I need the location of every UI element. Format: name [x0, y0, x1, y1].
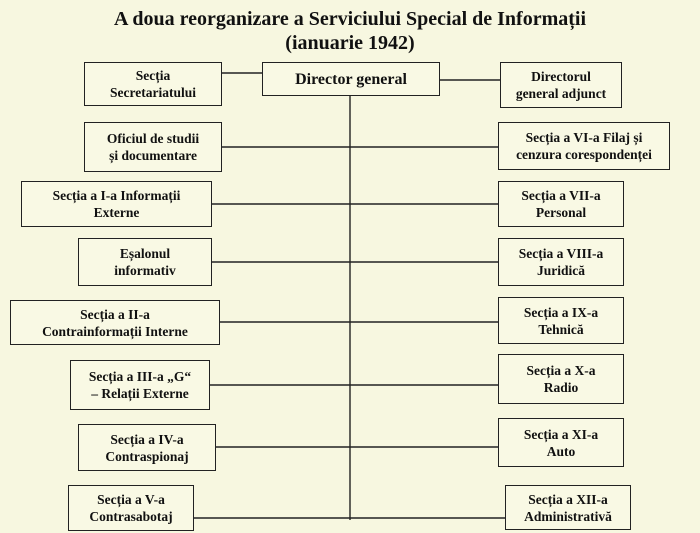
right-box-0 — [500, 62, 622, 108]
left-box-3 — [78, 238, 212, 286]
box-line-2: cenzura corespondenței — [516, 147, 652, 162]
box-line-2: Contraspionaj — [105, 448, 189, 464]
right-box-5 — [498, 354, 624, 404]
right-box-6 — [498, 418, 624, 467]
box-line-2: Radio — [543, 380, 579, 395]
box-line-1: Secția a IX-a — [523, 304, 599, 320]
box-line-1: Directorul — [531, 69, 591, 84]
box-line-1: Secția a III-a „G“ — [88, 369, 192, 384]
diagram-subtitle: (ianuarie 1942) — [285, 32, 415, 54]
box-line-2: Juridică — [536, 263, 585, 278]
box-line-2: și documentare — [109, 148, 197, 163]
right-box-4 — [498, 297, 624, 344]
box-line-2: general adjunct — [515, 86, 607, 101]
box-line-1: Secția a II-a — [80, 306, 150, 322]
box-line-2: Contrasabotaj — [89, 509, 173, 524]
left-box-4 — [10, 300, 220, 345]
box-line-1: Secția — [135, 68, 171, 83]
right-box-1 — [498, 122, 670, 170]
right-box-7 — [505, 485, 631, 530]
left-box-6 — [78, 424, 216, 471]
box-line-1: Secția a VIII-a — [518, 246, 604, 261]
box-line-1: Secția a VI-a Filaj și — [525, 130, 643, 145]
box-line-2: – Relații Externe — [91, 386, 189, 401]
left-box-1 — [84, 122, 222, 172]
box-line-1: Secția a I-a Informații — [52, 188, 181, 203]
box-line-1: Secția a IV-a — [110, 431, 184, 447]
left-box-5 — [70, 360, 210, 410]
left-box-0 — [84, 62, 222, 106]
box-line-2: Secretariatului — [110, 85, 196, 100]
right-box-3 — [498, 238, 624, 286]
box-line-2: Externe — [93, 205, 140, 220]
box-line-1: Secția a X-a — [526, 363, 596, 378]
box-line-1: Secția a XII-a — [528, 491, 608, 507]
box-line-1: Oficiul de studii — [106, 131, 200, 146]
box-line-1: Secția a V-a — [97, 492, 165, 507]
box-line-2: Administrativă — [524, 508, 612, 524]
diagram-title: A doua reorganizare a Serviciului Special de Informații — [113, 8, 587, 30]
box-line-2: informativ — [114, 263, 176, 278]
box-line-2: Contrainformații Interne — [42, 323, 188, 339]
left-box-2 — [21, 181, 212, 227]
box-line-1: Eșalonul — [119, 246, 171, 261]
director-general-box — [262, 62, 440, 96]
right-box-2 — [498, 181, 624, 227]
box-line-2: Personal — [535, 205, 587, 220]
director-label: Director general — [295, 70, 407, 88]
box-line-2: Tehnică — [538, 321, 584, 337]
box-line-2: Auto — [546, 443, 576, 459]
box-line-1: Secția a XI-a — [523, 426, 599, 442]
box-line-1: Secția a VII-a — [521, 188, 601, 203]
left-box-7 — [68, 485, 194, 531]
